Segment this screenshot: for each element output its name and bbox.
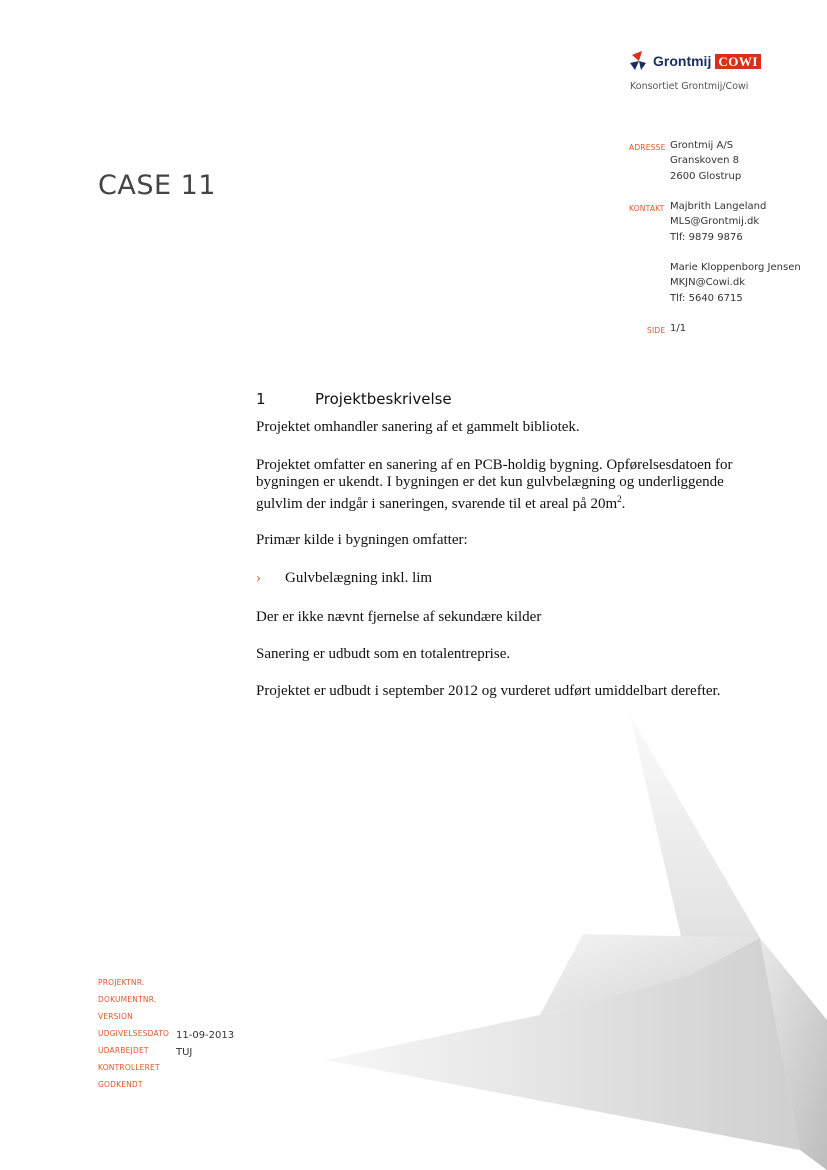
- paragraph-2-line: [256, 491, 816, 513]
- paragraph-2-line: Projektet omfatter en sanering af en PCB-holdig bygning. Opførelsesdatoen for: [256, 457, 733, 473]
- page-number: 1/1: [670, 323, 687, 334]
- section-heading: Projektbeskrivelse: [315, 390, 452, 408]
- contact-email[interactable]: MLS@Grontmij.dk: [670, 216, 760, 228]
- footer-label: DOKUMENTNR.: [98, 995, 157, 1004]
- contact-label: KONTAKT: [629, 204, 665, 213]
- contact-email[interactable]: MKJN@Cowi.dk: [670, 277, 745, 289]
- footer-label: UDARBEJDET: [98, 1046, 149, 1055]
- paragraph-5: Sanering er udbudt som en totalentreprise.: [256, 646, 511, 662]
- contact-name: Majbrith Langeland: [670, 201, 767, 212]
- contact-person-1: [670, 199, 766, 245]
- section-number: 1: [256, 390, 266, 408]
- paragraph-3: Primær kilde i bygningen omfatter:: [256, 532, 468, 548]
- bullet-item: Gulvbelægning inkl. lim: [285, 570, 433, 586]
- paragraph-2: [256, 457, 816, 513]
- prepared-by-value: TUJ: [176, 1047, 193, 1058]
- paragraph-2-end: .: [621, 496, 626, 512]
- superscript: 2: [617, 494, 622, 504]
- footer-labels: [98, 978, 169, 1097]
- contact-phone: Tlf: 5640 6715: [670, 292, 743, 304]
- grontmij-logo-icon: [630, 51, 650, 71]
- contact-phone: Tlf: 9879 9876: [670, 231, 743, 243]
- address-label: ADRESSE: [629, 143, 666, 152]
- paragraph-1: Projektet omhandler sanering af et gammelt bibliotek.: [256, 419, 580, 435]
- footer-label: UDGIVELSESDATO: [98, 1029, 170, 1038]
- paragraph-2-line: bygningen er ukendt. I bygningen er det kun gulvbelægning og underliggende: [256, 474, 724, 490]
- page-title: CASE 11: [98, 170, 216, 201]
- cowi-logo-text: COWI: [715, 54, 761, 69]
- company-logo: [630, 50, 761, 72]
- address-block: [670, 138, 741, 184]
- address-line: 2600 Glostrup: [670, 170, 742, 182]
- footer-label: PROJEKTNR.: [98, 978, 145, 987]
- footer-label: VERSION: [98, 1012, 133, 1021]
- contact-name: Marie Kloppenborg Jensen: [670, 262, 801, 273]
- release-date-value: 11-09-2013: [176, 1030, 235, 1041]
- footer-label: KONTROLLERET: [98, 1063, 160, 1072]
- bullet-marker: ›: [256, 570, 261, 586]
- consortium-name: Konsortiet Grontmij/Cowi: [630, 81, 749, 92]
- contact-person-2: [670, 260, 801, 306]
- address-line: Granskoven 8: [670, 155, 740, 167]
- address-line: Grontmij A/S: [670, 140, 734, 151]
- footer-label: GODKENDT: [98, 1080, 143, 1089]
- paragraph-6: Projektet er udbudt i september 2012 og vurderet udført umiddelbart derefter.: [256, 683, 721, 699]
- page-label: SIDE: [647, 326, 666, 335]
- grontmij-logo-text: Grontmij: [653, 53, 712, 69]
- paragraph-4: Der er ikke nævnt fjernelse af sekundære kilder: [256, 609, 542, 625]
- paragraph-2-text: gulvlim der indgår i saneringen, svarende til et areal på 20m: [256, 496, 618, 512]
